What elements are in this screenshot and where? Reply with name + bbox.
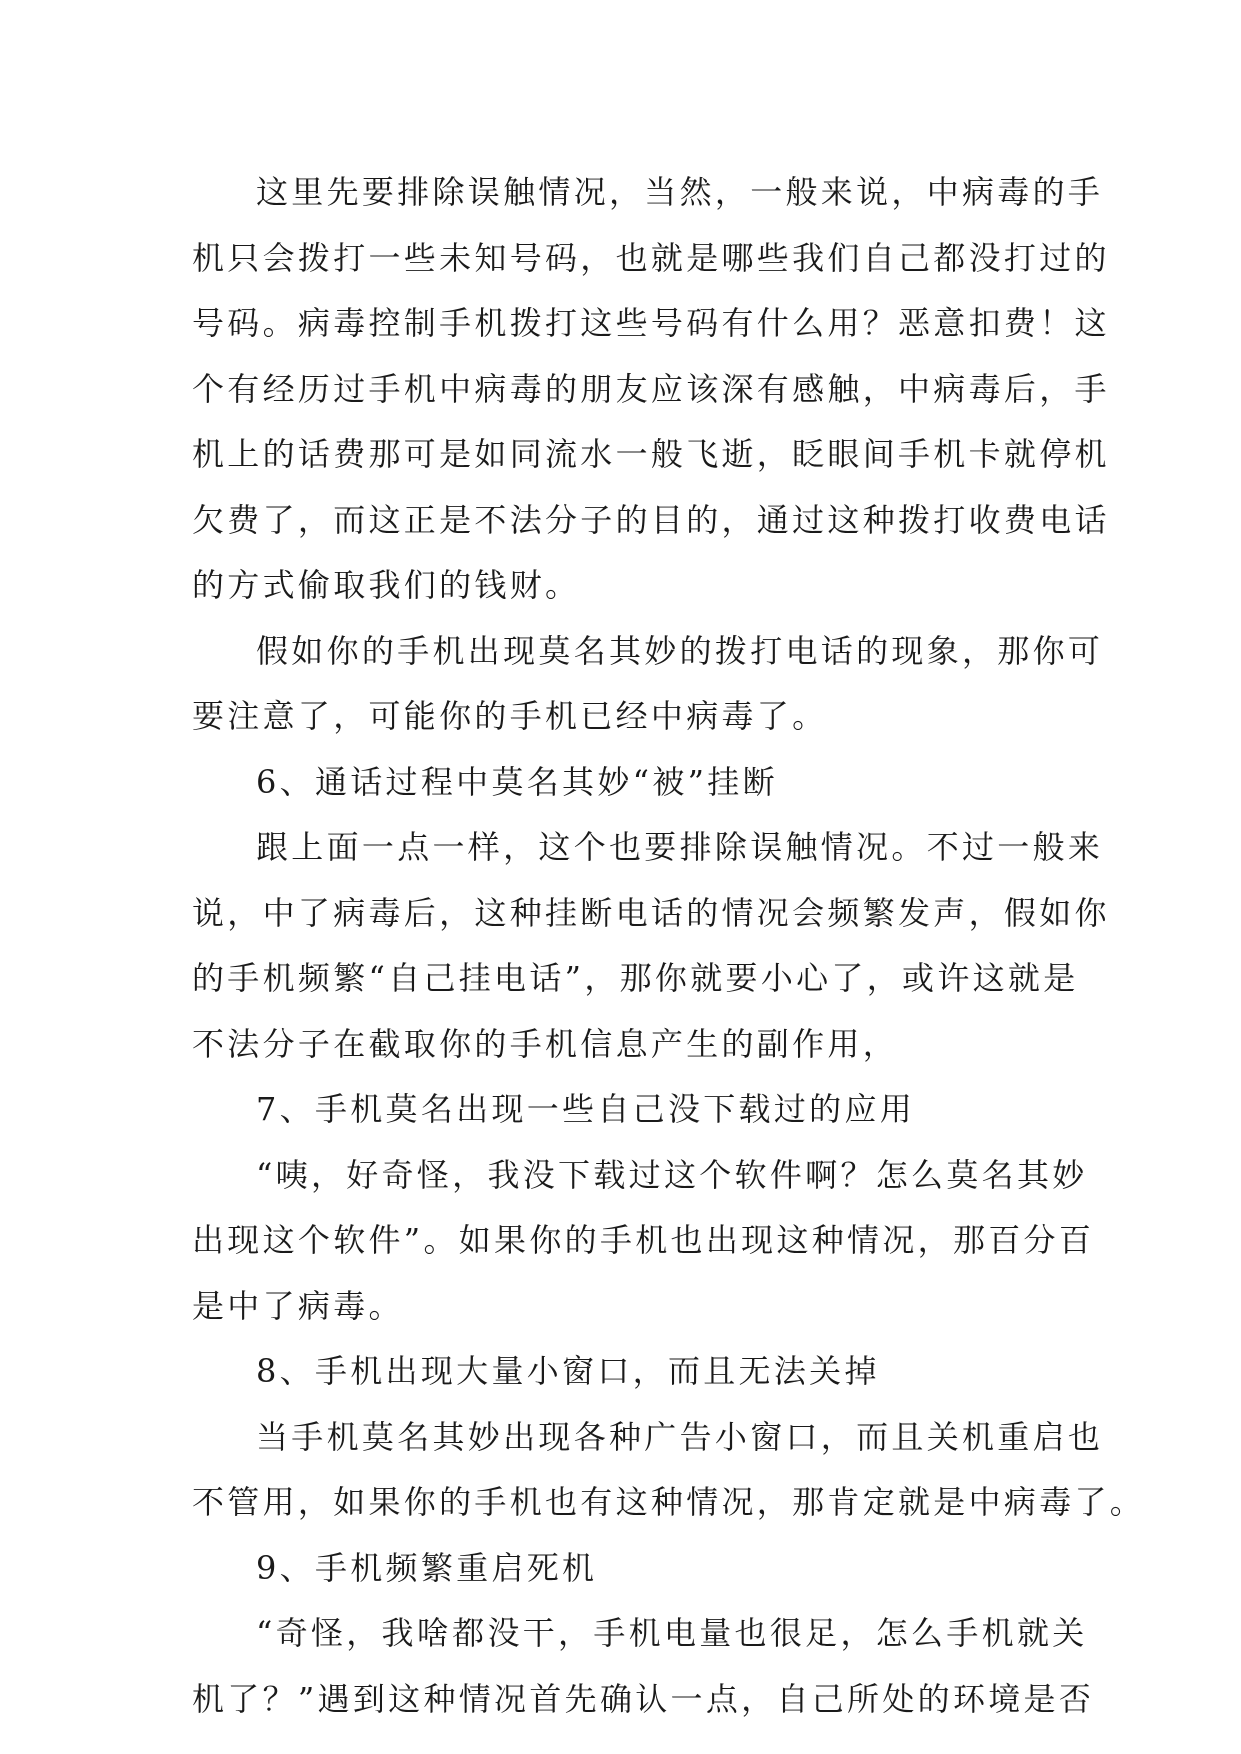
paragraph-line: 的手机频繁“自己挂电话”，那你就要小心了，或许这就是	[192, 959, 1079, 997]
paragraph-line: 说，中了病毒后，这种挂断电话的情况会频繁发声，假如你	[192, 893, 1110, 932]
paragraph-line: 不法分子在截取你的手机信息产生的副作用，	[192, 1024, 899, 1063]
section-heading: 7、手机莫名出现一些自己没下载过的应用	[256, 1090, 916, 1128]
paragraph-line: 的方式偷取我们的钱财。	[192, 566, 581, 604]
paragraph-line: “咦，好奇怪，我没下载过这个软件啊？怎么莫名其妙	[256, 1155, 1088, 1194]
document-body	[192, 160, 1146, 1732]
section-heading: 6、通话过程中莫名其妙“被”挂断	[256, 762, 778, 801]
paragraph-line: 机只会拨打一些未知号码，也就是哪些我们自己都没打过的	[192, 238, 1110, 277]
paragraph-line: 出现这个软件”。如果你的手机也出现这种情况，那百分百	[192, 1221, 1095, 1259]
paragraph-line: 跟上面一点一样，这个也要排除误触情况。不过一般来	[256, 828, 1104, 866]
paragraph-line: 机上的话费那可是如同流水一般飞逝，眨眼间手机卡就停机	[192, 435, 1110, 473]
paragraph-line: 是中了病毒。	[192, 1286, 404, 1325]
section-heading: 9、手机频繁重启死机	[256, 1548, 598, 1587]
paragraph-line: 要注意了，可能你的手机已经中病毒了。	[192, 697, 828, 735]
paragraph-line: 机了？”遇到这种情况首先确认一点，自己所处的环境是否	[192, 1679, 1095, 1718]
paragraph-line: 号码。病毒控制手机拨打这些号码有什么用？恶意扣费！这	[192, 304, 1110, 342]
paragraph-line: 不管用，如果你的手机也有这种情况，那肯定就是中病毒了。	[192, 1483, 1146, 1521]
paragraph-line: 欠费了，而这正是不法分子的目的，通过这种拨打收费电话	[192, 500, 1110, 539]
paragraph-line: “奇怪，我啥都没干，手机电量也很足，怎么手机就关	[256, 1614, 1088, 1652]
paragraph-line: 这里先要排除误触情况，当然，一般来说，中病毒的手	[256, 173, 1104, 211]
paragraph-line: 假如你的手机出现莫名其妙的拨打电话的现象，那你可	[256, 631, 1104, 670]
paragraph-line: 个有经历过手机中病毒的朋友应该深有感触，中病毒后，手	[192, 369, 1110, 408]
paragraph-line: 当手机莫名其妙出现各种广告小窗口，而且关机重启也	[256, 1417, 1104, 1456]
section-heading: 8、手机出现大量小窗口，而且无法关掉	[256, 1352, 880, 1390]
